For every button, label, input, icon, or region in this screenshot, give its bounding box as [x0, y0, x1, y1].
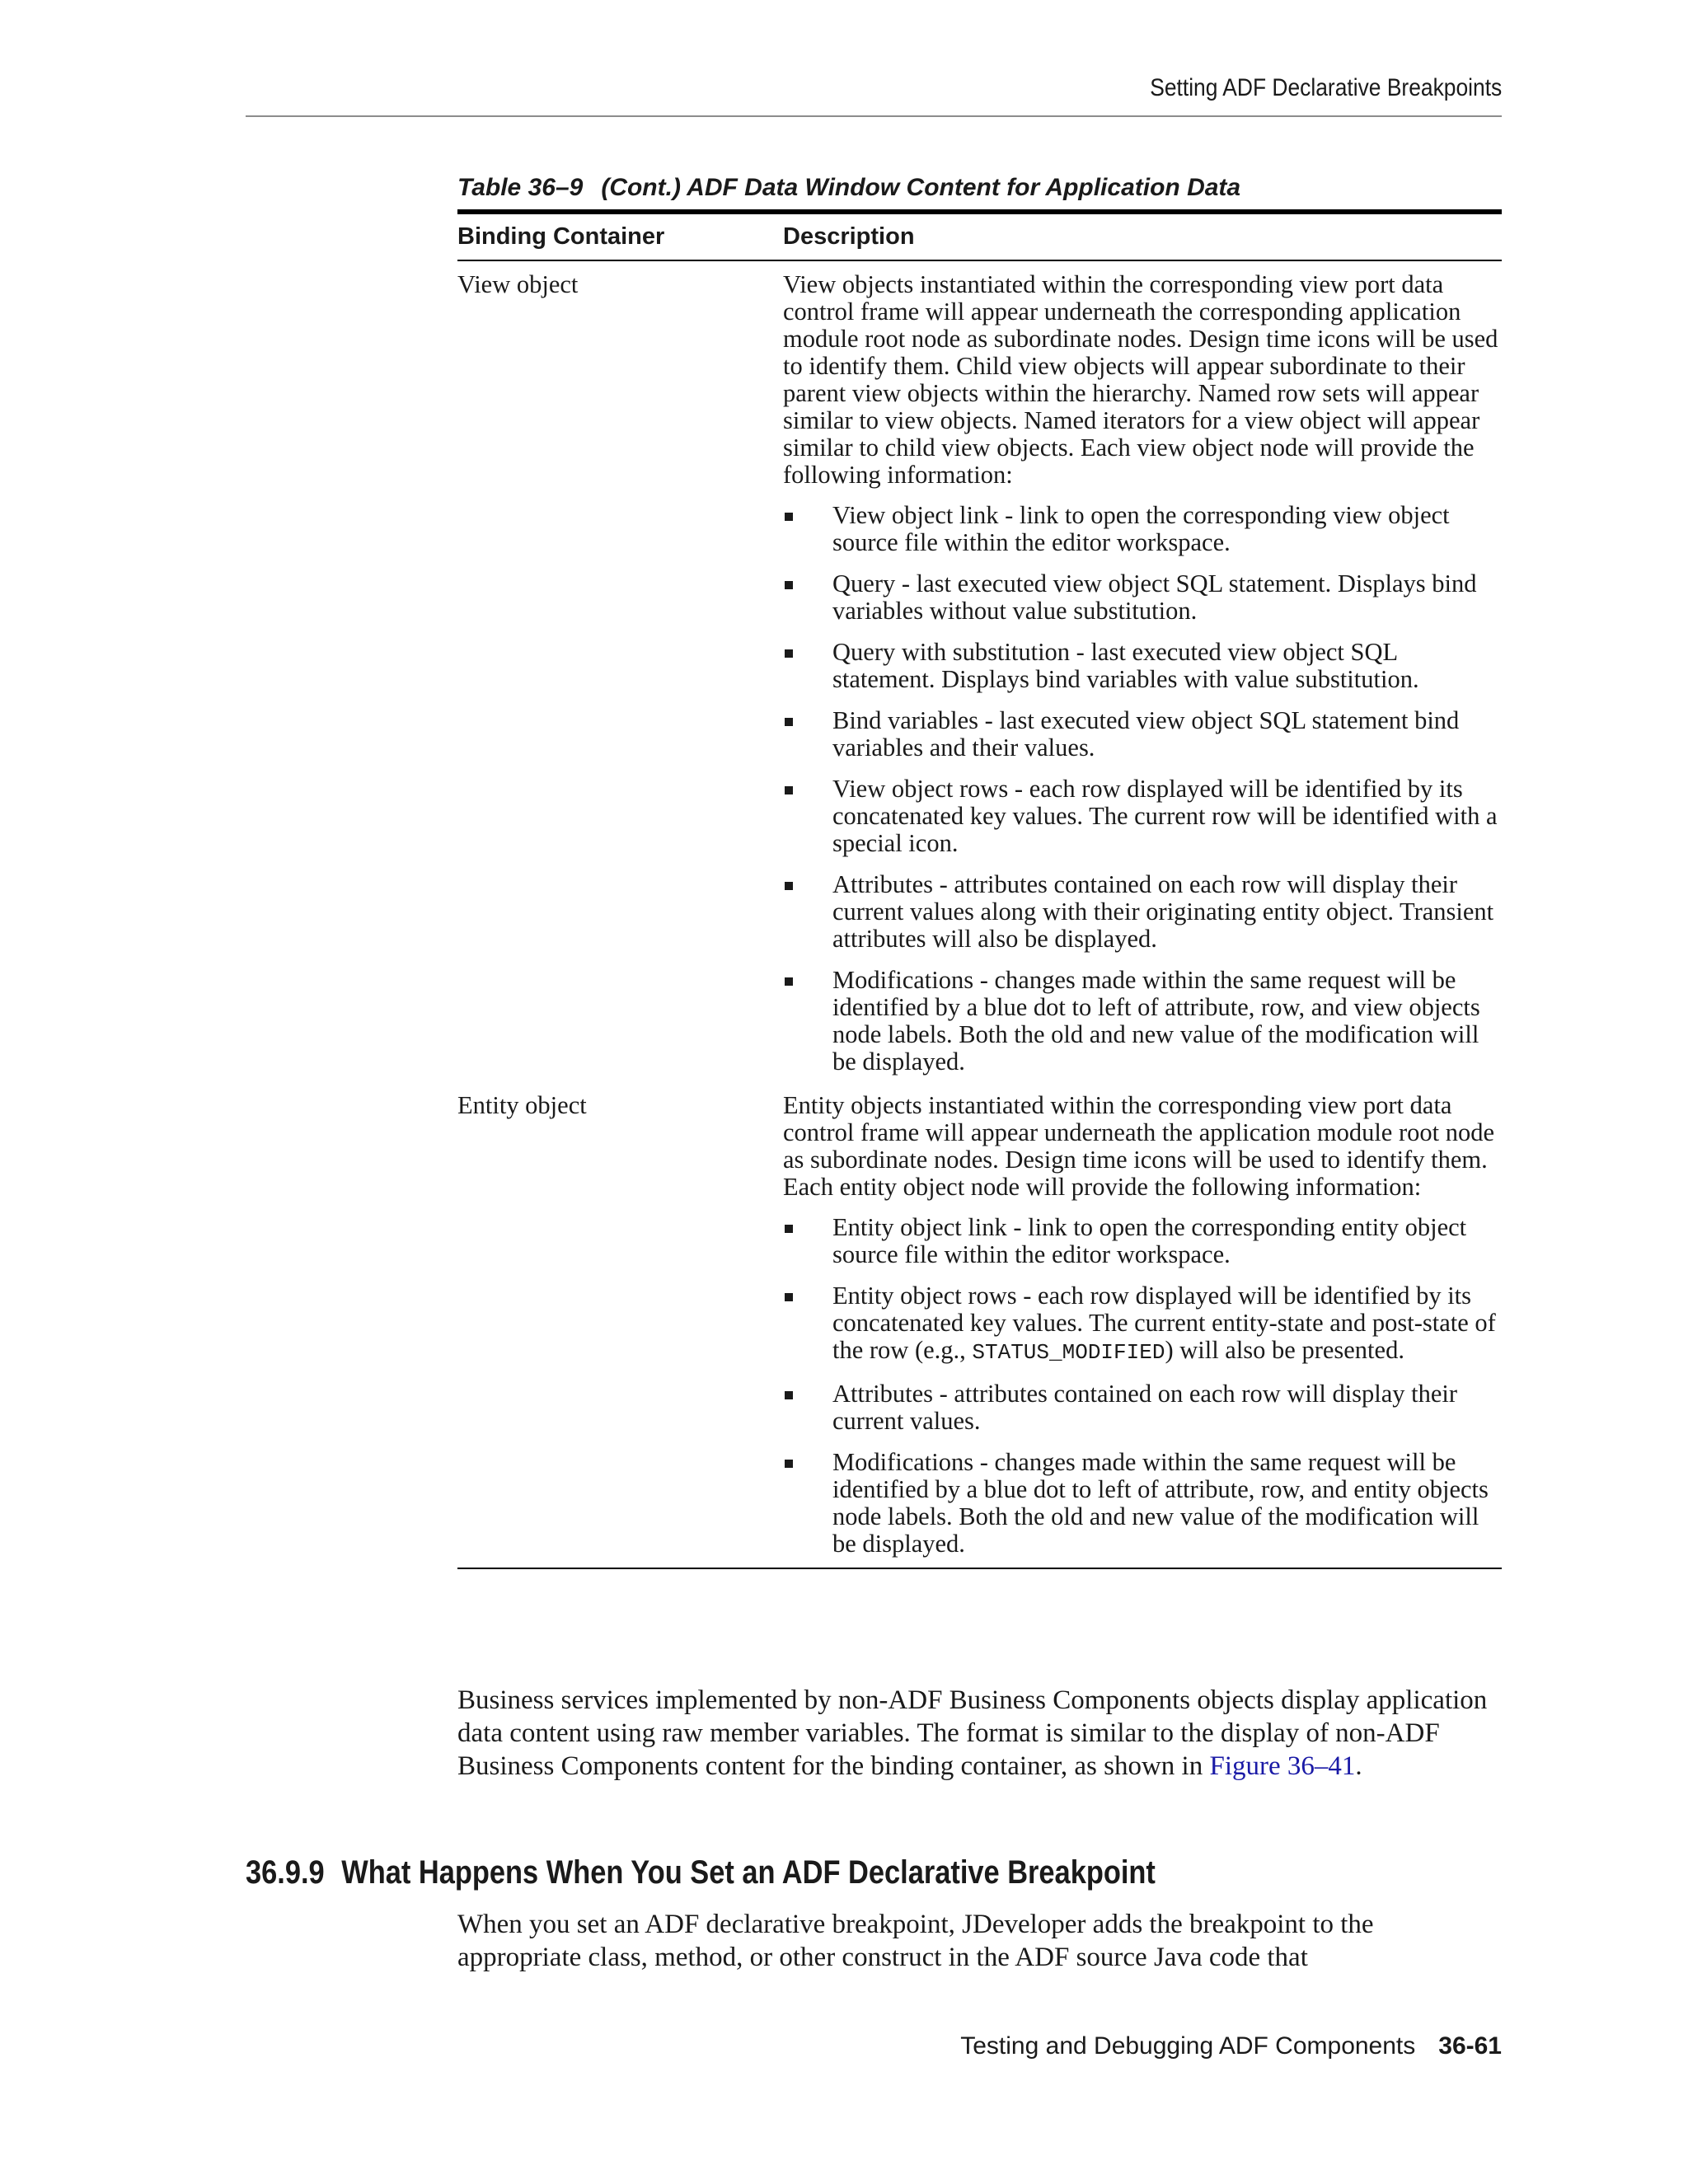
- body-paragraph: [457, 1684, 1502, 1783]
- square-bullet-icon: [785, 977, 793, 986]
- square-bullet-icon: [785, 1391, 793, 1399]
- list-item: [783, 1380, 1502, 1435]
- list-item-text-after: ) will also be presented.: [1165, 1336, 1404, 1364]
- list-item-text: Query - last executed view object SQL statement. Displays bind variables without value substitution.: [832, 569, 1477, 625]
- binding-container-cell: View object: [457, 270, 579, 298]
- list-item-text: Modifications - changes made within the same request will be identified by a blue dot to left of attribute, row, and entity objects node labels. Both the old and new value of the modification will be displayed.: [832, 1448, 1489, 1558]
- square-bullet-icon: [785, 786, 793, 794]
- list-item: [783, 967, 1502, 1076]
- list-item: [783, 639, 1502, 693]
- list-item: [783, 776, 1502, 857]
- list-item-text: Query with substitution - last executed view object SQL statement. Displays bind variables with value substitution.: [832, 638, 1419, 693]
- running-header: [246, 74, 1502, 117]
- table-caption-number: Table 36–9: [457, 174, 584, 201]
- running-footer: [960, 2030, 1502, 2063]
- list-item: [783, 1282, 1502, 1366]
- list-item-text: Attributes - attributes contained on each row will display their current values.: [832, 1380, 1458, 1435]
- paragraph-end: .: [1355, 1751, 1362, 1781]
- table-row-view-object: [457, 260, 1502, 1082]
- column-header-description: Description: [783, 212, 1502, 260]
- table-caption-title: (Cont.) ADF Data Window Content for Application Data: [601, 174, 1241, 201]
- list-item: [783, 871, 1502, 953]
- table-caption: [457, 171, 1502, 204]
- section-heading: [246, 1850, 1326, 1895]
- list-item-text: Bind variables - last executed view object SQL statement bind variables and their values.: [832, 706, 1460, 762]
- description-cell: [783, 260, 1502, 1082]
- list-item: [783, 570, 1502, 625]
- bullet-list: [783, 502, 1502, 1076]
- footer-book-title: Testing and Debugging ADF Components: [960, 2032, 1416, 2060]
- square-bullet-icon: [785, 513, 793, 521]
- figure-link[interactable]: Figure 36–41: [1209, 1751, 1356, 1781]
- paragraph-text: Business services implemented by non-ADF Business Components objects display application data content using raw member variables. The format is similar to the display of non-ADF Business Components content for the binding container, as shown in: [457, 1685, 1488, 1781]
- list-item-text: Modifications - changes made within the same request will be identified by a blue dot to left of attribute, row, and view objects node labels. Both the old and new value of the modification will be displayed.: [832, 966, 1480, 1076]
- page-number: 36-61: [1438, 2032, 1502, 2060]
- column-header-binding-container: Binding Container: [457, 212, 783, 260]
- binding-container-cell: Entity object: [457, 1082, 783, 1568]
- square-bullet-icon: [785, 649, 793, 658]
- square-bullet-icon: [785, 882, 793, 890]
- section-number: 36.9.9: [246, 1854, 325, 1891]
- section-title: What Happens When You Set an ADF Declarative Breakpoint: [341, 1854, 1156, 1891]
- square-bullet-icon: [785, 581, 793, 589]
- list-item-text: Attributes - attributes contained on each row will display their current values along with their originating entity object. Transient attributes will also be displayed.: [832, 870, 1494, 953]
- square-bullet-icon: [785, 1225, 793, 1233]
- list-item: [783, 502, 1502, 556]
- list-item-text-before: Entity object rows - each row displayed will be identified by its concatenated key values. The current entity-state and post-state of the row (e.g.,: [832, 1282, 1496, 1364]
- table-row-entity-object: [457, 1082, 1502, 1568]
- table-header-row: [457, 212, 1502, 260]
- list-item: [783, 1449, 1502, 1558]
- square-bullet-icon: [785, 1293, 793, 1301]
- list-item-text: Entity object link - link to open the corresponding entity object source file within the editor workspace.: [832, 1213, 1467, 1268]
- square-bullet-icon: [785, 718, 793, 726]
- running-header-title: Setting ADF Declarative Breakpoints: [1149, 74, 1502, 101]
- list-item: [783, 1214, 1502, 1268]
- description-intro: View objects instantiated within the corresponding view port data control frame will appear underneath the corresponding application module root node as subordinate nodes. Design time icons will be used to identify them. Child view objects will appear subordinate to their parent view objects within the hierarchy. Named row sets will appear similar to view objects. Named iterators for a view object will appear similar to child view objects. Each view object node will provide the following information:: [783, 270, 1498, 489]
- section-paragraph: When you set an ADF declarative breakpoint, JDeveloper adds the breakpoint to the appropriate class, method, or other construct in the ADF source Java code that: [457, 1910, 1374, 1972]
- data-window-table: [457, 209, 1502, 1569]
- list-item-text: View object link - link to open the corresponding view object source file within the editor workspace.: [832, 501, 1450, 556]
- description-cell: [783, 1082, 1502, 1568]
- square-bullet-icon: [785, 1460, 793, 1468]
- bullet-list: [783, 1214, 1502, 1558]
- description-intro: Entity objects instantiated within the corresponding view port data control frame will appear underneath the application module root node as subordinate nodes. Design time icons will be used to identify them. Each entity object node will provide the following information:: [783, 1091, 1495, 1201]
- list-item-text: View object rows - each row displayed will be identified by its concatenated key values. The current row will be identified with a special icon.: [832, 775, 1498, 857]
- list-item: [783, 707, 1502, 762]
- inline-code-status-modified: STATUS_MODIFIED: [972, 1340, 1165, 1365]
